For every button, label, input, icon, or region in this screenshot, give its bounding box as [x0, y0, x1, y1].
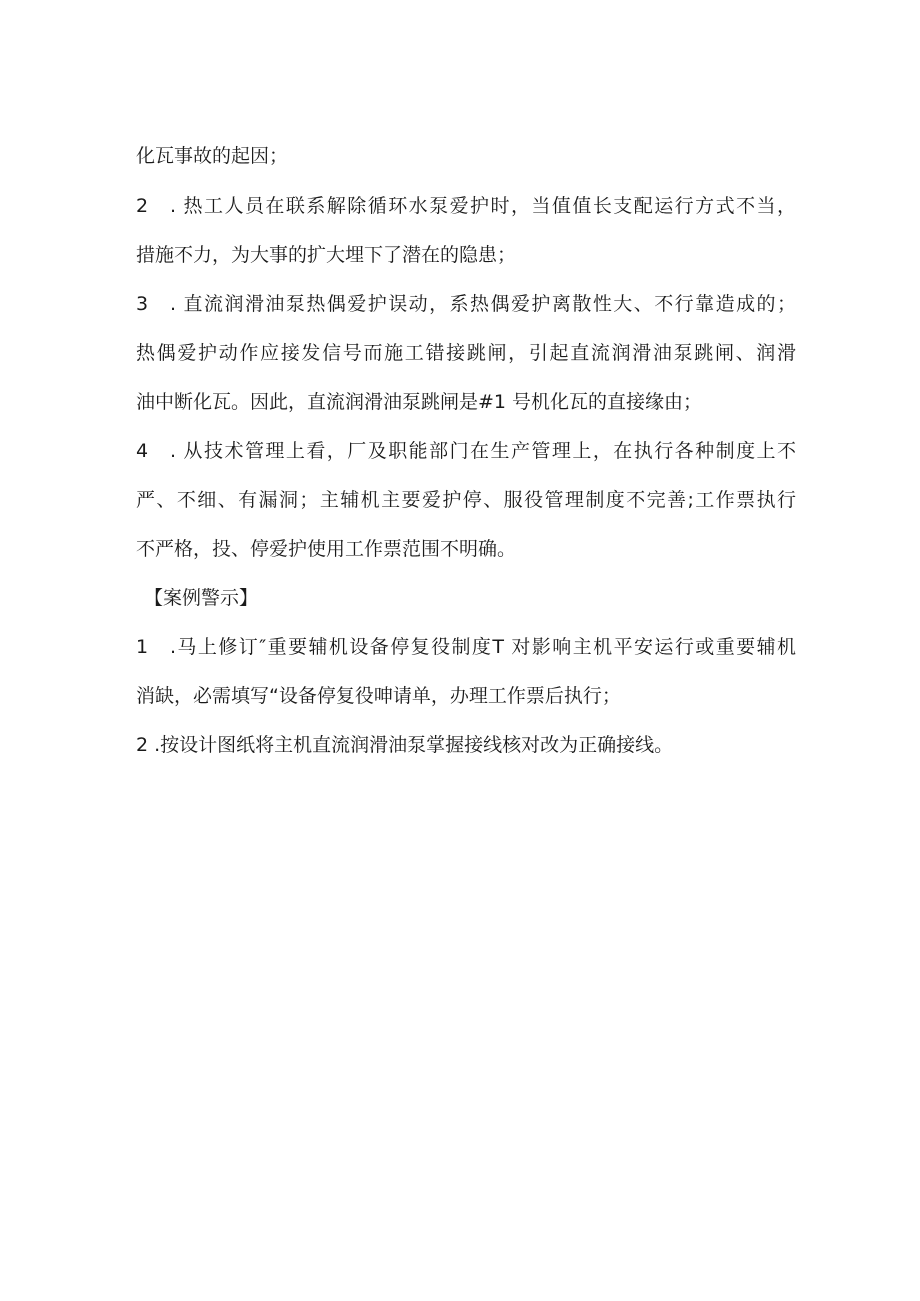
text-line-12: 消缺，必需填写“设备停复役呻请单，办理工作票后执行； [136, 685, 621, 707]
section-heading: 【案例警示】 [144, 587, 259, 609]
text-line-1: 化瓦事故的起因； [136, 145, 289, 167]
text-line-2: 2 . 热工人员在联系解除循环水泵爱护时，当值值长支配运行方式不当， [136, 195, 796, 217]
text-line-7: 4 . 从技术管理上看，厂及职能部门在生产管理上，在执行各种制度上不 [136, 440, 796, 462]
text-line-3: 措施不力，为大事的扩大埋下了潜在的隐患； [136, 244, 517, 266]
text-line-4: 3 . 直流润滑油泵热偶爱护误动，系热偶爱护离散性大、不行靠造成的； [136, 293, 796, 315]
text-line-5: 热偶爱护动作应接发信号而施工错接跳闸，引起直流润滑油泵跳闸、润滑 [136, 342, 796, 364]
text-line-9: 不严格，投、停爱护使用工作票范围不明确。 [136, 538, 517, 560]
text-line-8: 严、不细、有漏洞；主辅机主要爱护停、服役管理制度不完善;工作票执行 [136, 489, 796, 511]
text-line-6: 油中断化瓦。因此，直流润滑油泵跳闸是#1 号机化瓦的直接缘由； [136, 391, 703, 413]
text-line-13: 2 .按设计图纸将主机直流润滑油泵掌握接线核对改为正确接线。 [136, 734, 674, 756]
text-line-11: 1 .马上修订″重要辅机设备停复役制度T 对影响主机平安运行或重要辅机 [136, 636, 796, 658]
